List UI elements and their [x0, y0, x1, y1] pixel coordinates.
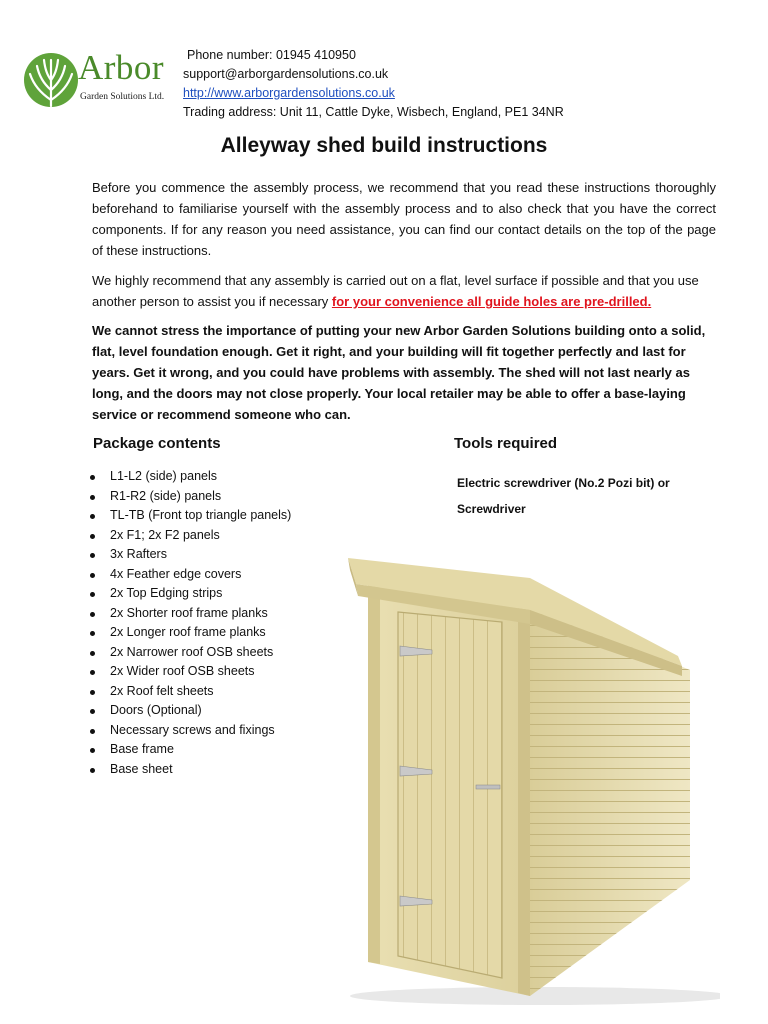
- recommendation-paragraph: [92, 270, 716, 312]
- trading-address: Trading address: Unit 11, Cattle Dyke, Wisbech, England, PE1 34NR: [183, 105, 564, 119]
- list-item: Base frame: [88, 740, 291, 760]
- contact-block: [183, 46, 564, 122]
- list-item: 2x Top Edging strips: [88, 584, 291, 604]
- list-item: L1-L2 (side) panels: [88, 467, 291, 487]
- predrilled-highlight: for your convenience all guide holes are pre-drilled.: [331, 294, 652, 309]
- list-item: TL-TB (Front top triangle panels): [88, 506, 291, 526]
- phone-number: Phone number: 01945 410950: [187, 48, 356, 62]
- list-item: R1-R2 (side) panels: [88, 487, 291, 507]
- list-item: Electric screwdriver (No.2 Pozi bit) or: [457, 476, 670, 490]
- package-contents-list: [88, 467, 291, 779]
- list-item: 2x Narrower roof OSB sheets: [88, 643, 291, 663]
- company-logo: [24, 50, 174, 112]
- list-item: Screwdriver: [457, 502, 526, 516]
- support-email: support@arborgardensolutions.co.uk: [183, 67, 389, 81]
- list-item: 2x Roof felt sheets: [88, 682, 291, 702]
- recommendation-text: We highly recommend that any assembly is carried out on a flat, level surface if possible and that you use another person to assist you if necessary: [92, 273, 699, 309]
- list-item: 4x Feather edge covers: [88, 565, 291, 585]
- list-item: 2x Wider roof OSB sheets: [88, 662, 291, 682]
- intro-paragraph: Before you commence the assembly process, we recommend that you read these instructions thoroughly beforehand to familiarise yourself with the assembly process and to also check that you have the correct components. If for any reason you need assistance, you can find our contact details on the top of the page of these instructions.: [92, 180, 716, 258]
- shed-illustration: [320, 538, 720, 1008]
- list-item: 2x F1; 2x F2 panels: [88, 526, 291, 546]
- package-contents-heading: Package contents: [93, 435, 221, 452]
- list-item: Base sheet: [88, 760, 291, 780]
- foundation-warning: We cannot stress the importance of putting your new Arbor Garden Solutions building onto a solid, flat, level foundation enough. Get it right, and your building will fit together perfectly and last for years. Get it wrong, and you could have problems with assembly. The shed will not last nearly as long, and the doors may not close properly. Your local retailer may be able to offer a base-laying service or recommend someone who can.: [92, 323, 706, 422]
- page-title: Alleyway shed build instructions: [220, 134, 548, 157]
- list-item: Necessary screws and fixings: [88, 721, 291, 741]
- website-link[interactable]: http://www.arborgardensolutions.co.uk: [183, 86, 395, 100]
- list-item: 2x Shorter roof frame planks: [88, 604, 291, 624]
- list-item: 2x Longer roof frame planks: [88, 623, 291, 643]
- list-item: 3x Rafters: [88, 545, 291, 565]
- tools-list: [457, 473, 670, 525]
- tools-required-heading: Tools required: [454, 435, 558, 452]
- logo-wordmark: Arbor: [78, 48, 165, 87]
- logo-subtitle: Garden Solutions Ltd.: [80, 92, 165, 102]
- leaf-icon: [24, 50, 80, 112]
- list-item: Doors (Optional): [88, 701, 291, 721]
